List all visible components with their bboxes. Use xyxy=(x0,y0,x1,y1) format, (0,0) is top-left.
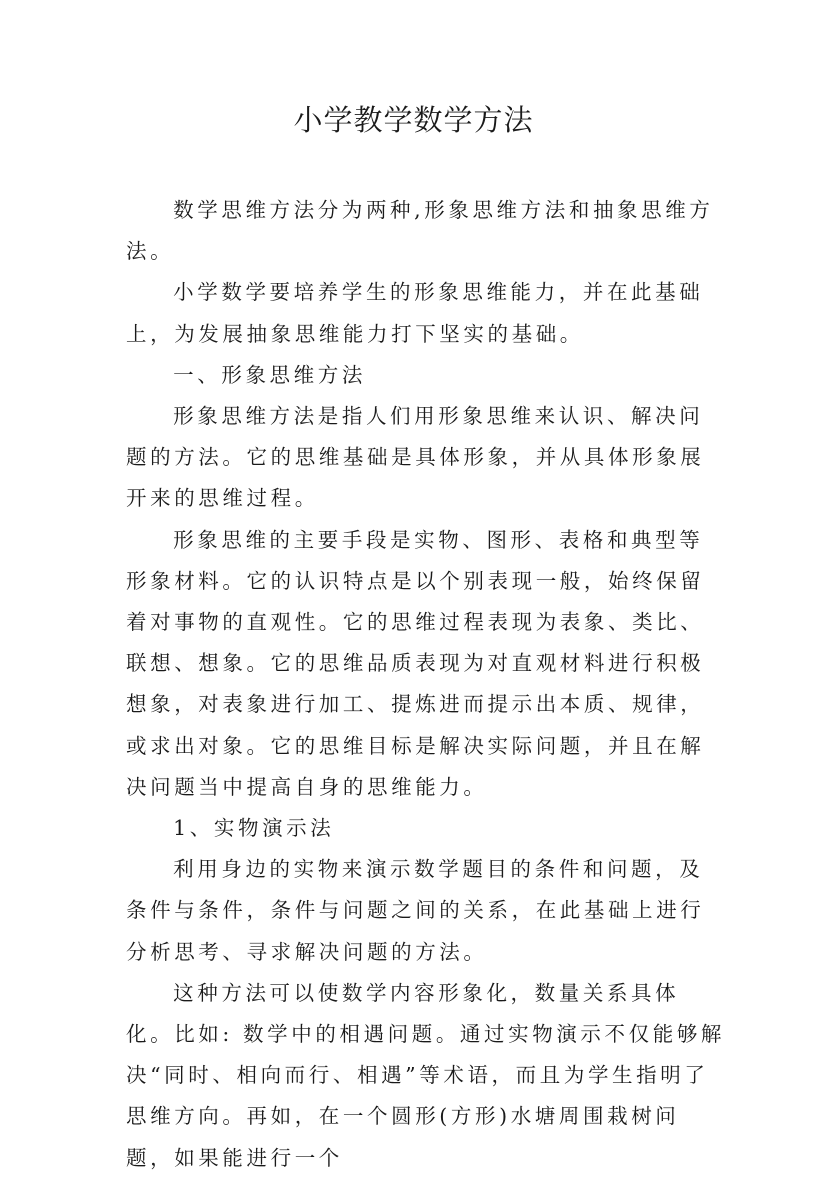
document-body xyxy=(126,190,726,1179)
paragraph-imagery-features: 形象思维的主要手段是实物、图形、表格和典型等形象材料。它的认识特点是以个别表现一般，始终保留着对事物的直观性。它的思维过程表现为表象、类比、联想、想象。它的思维品质表现为对直观材料进行积极想象，对表象进行加工、提炼进而提示出本质、规律，或求出对象。它的思维目标是解决实际问题，并且在解决问题当中提高自身的思维能力。 xyxy=(126,527,705,799)
paragraph-demonstration-examples: 这种方法可以使数学内容形象化，数量关系具体化。比如: 数学中的相遇问题。通过实物演示不仅能够解决“同时、相向而行、相遇”等术语，而且为学生指明了思维方向。再如，在一个圆形(方形)水塘周围栽树问题，如果能进行一个 xyxy=(126,980,726,1170)
paragraph-demonstration-definition: 利用身边的实物来演示数学题目的条件和问题，及条件与条件，条件与问题之间的关系，在此基础上进行分析思考、寻求解决问题的方法。 xyxy=(126,857,705,964)
document-title: 小学教学数学方法 xyxy=(293,103,534,137)
subsection-heading-demonstration: 1、实物演示法 xyxy=(173,816,335,841)
paragraph-imagery-definition: 形象思维方法是指人们用形象思维来认识、解决问题的方法。它的思维基础是具体形象，并从具体形象展开来的思维过程。 xyxy=(126,404,705,511)
paragraph-intro: 数学思维方法分为两种,形象思维方法和抽象思维方法。 xyxy=(126,198,714,264)
paragraph-goal: 小学数学要培养学生的形象思维能力，并在此基础上，为发展抽象思维能力打下坚实的基础。 xyxy=(126,280,704,346)
section-heading-imagery-method: 一、形象思维方法 xyxy=(173,362,366,387)
